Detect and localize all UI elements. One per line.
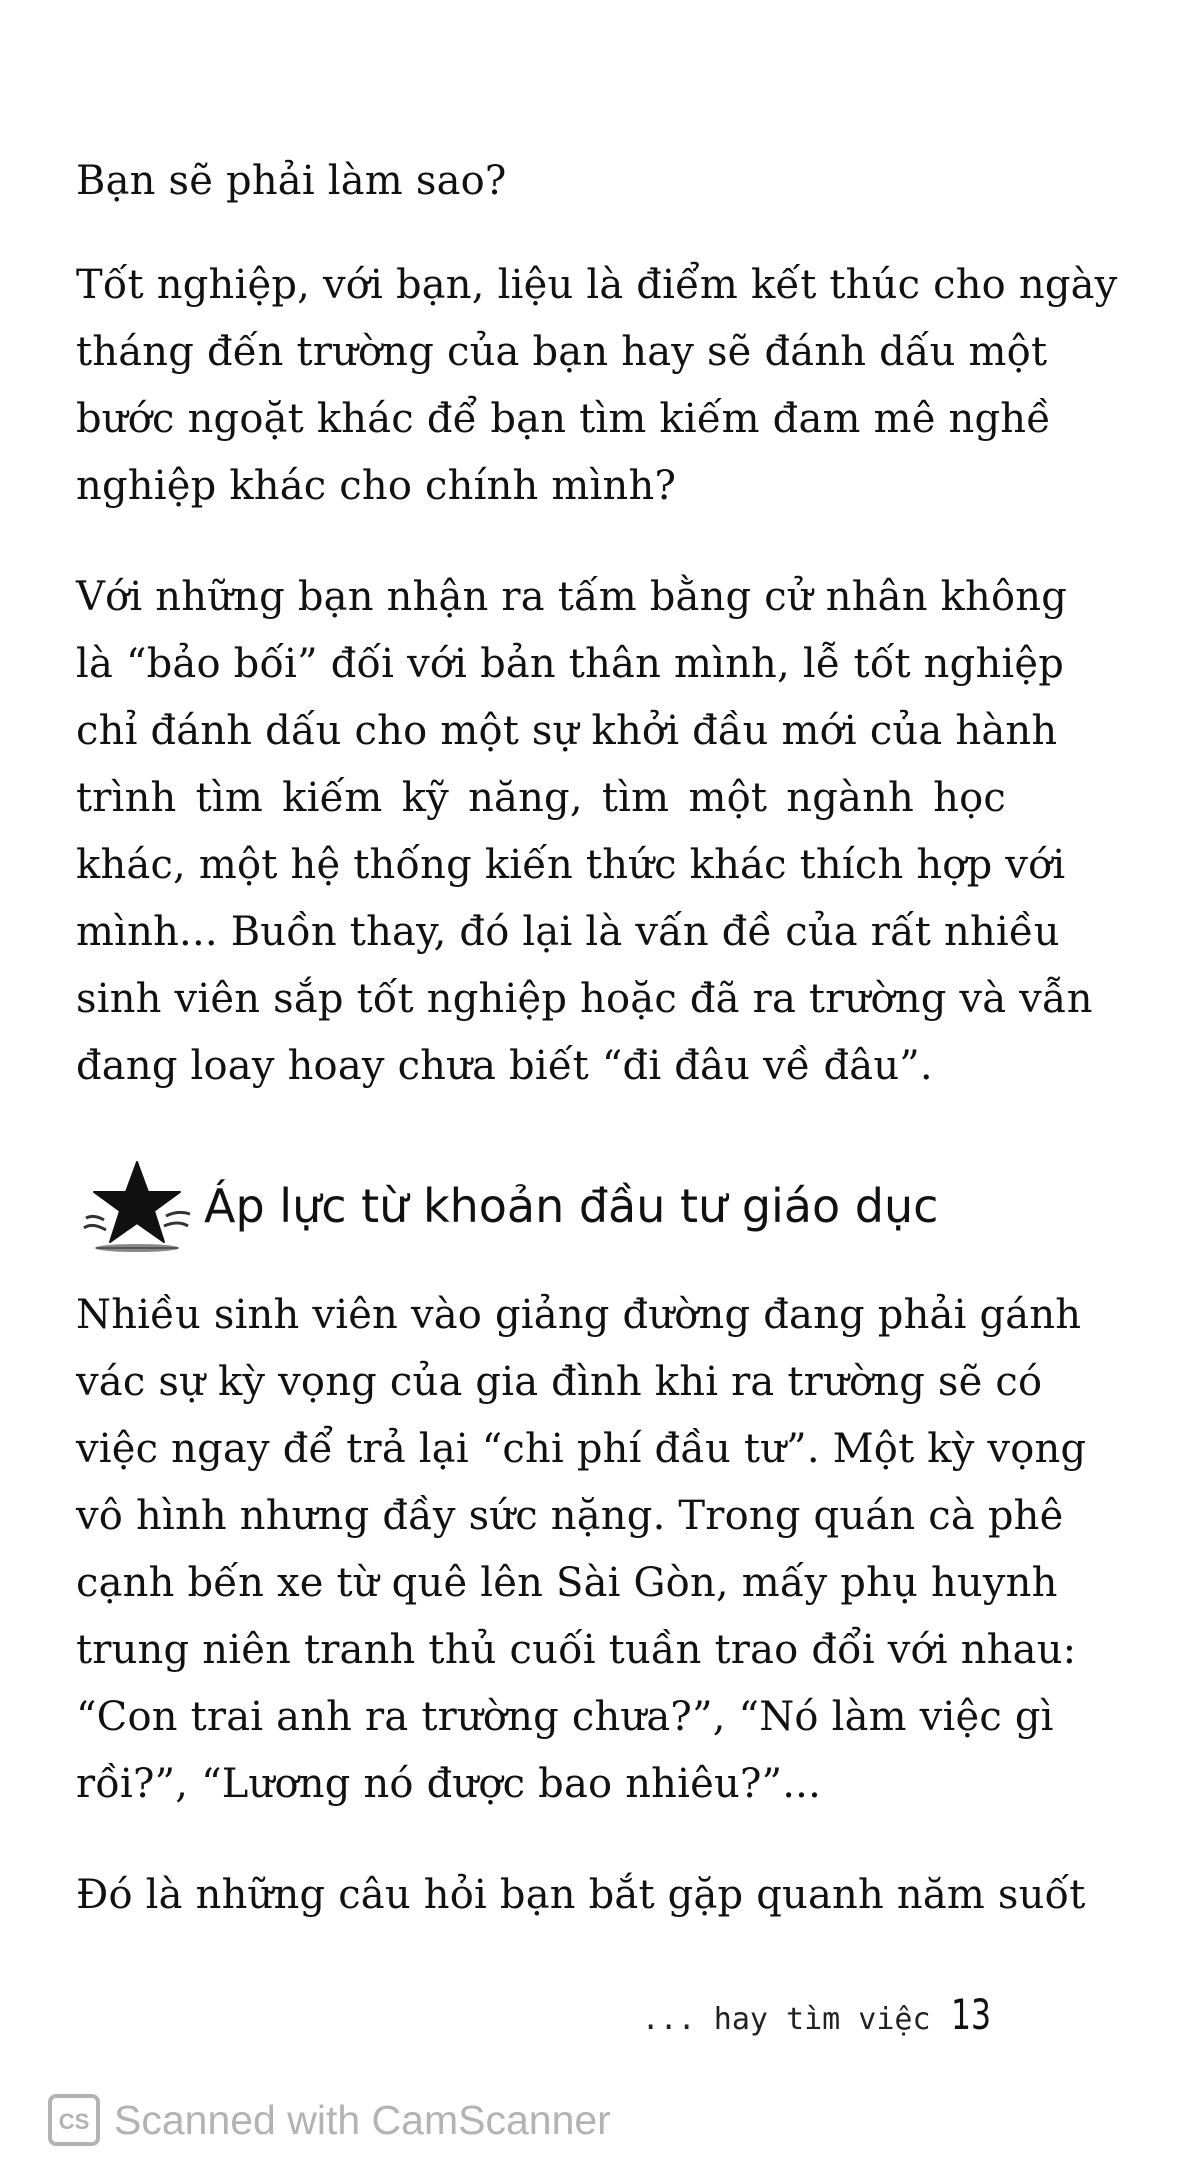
paragraph-line: cạnh bến xe từ quê lên Sài Gòn, mấy phụ huynh (76, 1560, 1058, 1606)
question-line (76, 148, 1006, 215)
section-heading-text: Áp lực từ khoản đầu tư giáo dục (204, 1179, 939, 1233)
paragraph-line: chỉ đánh dấu cho một sự khởi đầu mới của hành (76, 708, 1058, 754)
question-text: Bạn sẽ phải làm sao? (76, 158, 507, 204)
paragraph-line: tháng đến trường của bạn hay sẽ đánh dấu một (76, 329, 1048, 375)
page-number: 13 (950, 1990, 991, 2039)
svg-text:CS: CS (58, 2109, 90, 2134)
paragraph-line: Tốt nghiệp, với bạn, liệu là điểm kết thúc cho ngày (76, 262, 1118, 308)
paragraph-line: đang loay hoay chưa biết “đi đâu về đâu”. (76, 1043, 933, 1089)
watermark-text: Scanned with CamScanner (114, 2096, 611, 2143)
paragraph-line: Với những bạn nhận ra tấm bằng cử nhân không (76, 574, 1068, 620)
paragraph-line: vác sự kỳ vọng của gia đình khi ra trường sẽ có (76, 1359, 1043, 1405)
paragraph-line: “Con trai anh ra trường chưa?”, “Nó làm việc gì (76, 1694, 1054, 1740)
paragraph-2 (76, 564, 1093, 1100)
paragraph-line: là “bảo bối” đối với bản thân mình, lễ tốt nghiệp (76, 641, 1065, 687)
paragraph-line: Nhiều sinh viên vào giảng đường đang phải gánh (76, 1292, 1082, 1338)
camscanner-logo-icon (48, 2094, 100, 2146)
paragraph-line: bước ngoặt khác để bạn tìm kiếm đam mê nghề (76, 396, 1052, 442)
page-footer (642, 1990, 1004, 2060)
paragraph-line: khác, một hệ thống kiến thức khác thích hợp với (76, 842, 1066, 888)
paragraph-4 (76, 1862, 1086, 1929)
running-head: ... hay tìm việc (641, 2002, 931, 2037)
paragraph-line: việc ngay để trả lại “chi phí đầu tư”. Một kỳ vọng (76, 1426, 1087, 1472)
paragraph-1 (76, 252, 1118, 520)
section-heading (82, 1156, 982, 1256)
paragraph-line: trình tìm kiếm kỹ năng, tìm một ngành học (76, 775, 1006, 821)
paragraph-line: nghiệp khác cho chính mình? (76, 463, 677, 509)
paragraph-line: mình... Buồn thay, đó lại là vấn đề của rất nhiều (76, 909, 1060, 955)
paragraph-line: trung niên tranh thủ cuối tuần trao đổi với nhau: (76, 1627, 1077, 1673)
paragraph-line: rồi?”, “Lương nó được bao nhiêu?”... (76, 1761, 822, 1807)
paragraph-line: sinh viên sắp tốt nghiệp hoặc đã ra trường và vẫn (76, 976, 1093, 1022)
paragraph-line: Đó là những câu hỏi bạn bắt gặp quanh năm suốt (76, 1872, 1086, 1918)
paragraph-3 (76, 1282, 1087, 1818)
star-icon (82, 1156, 192, 1256)
scanner-watermark (48, 2090, 611, 2150)
paragraph-line: vô hình nhưng đầy sức nặng. Trong quán cà phê (76, 1493, 1064, 1539)
